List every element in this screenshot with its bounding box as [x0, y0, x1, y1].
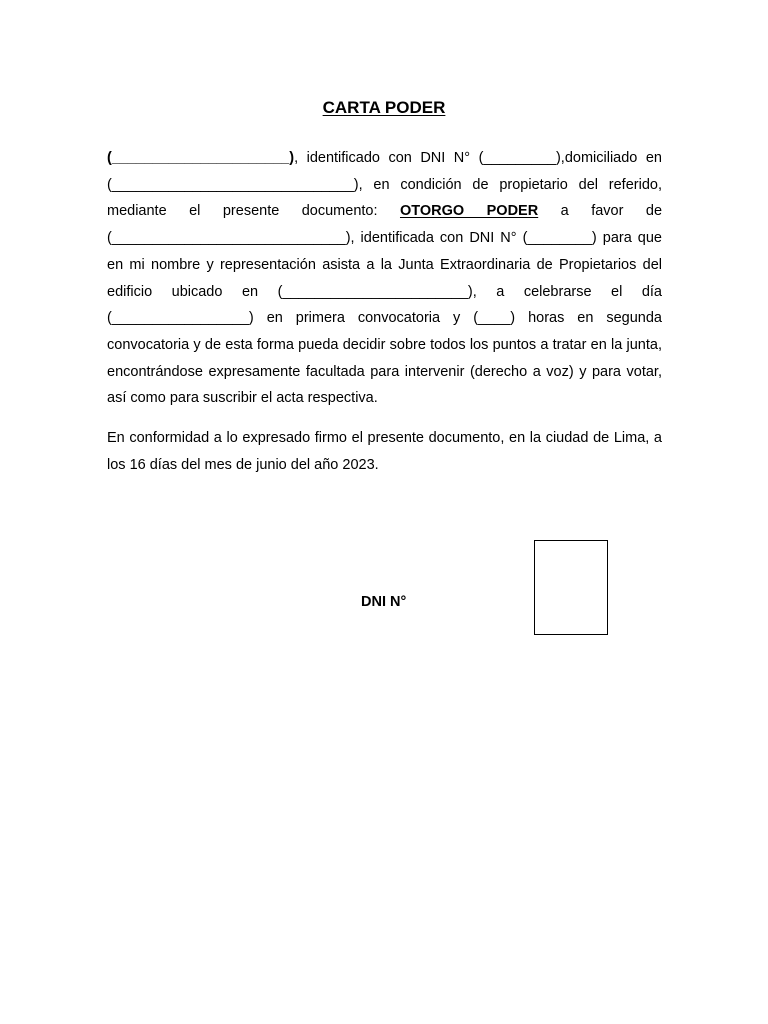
- paragraph1-text-part1: , identificado con DNI N° (_________),domiciliado en (______________________________), en condición de propietario del referido, mediante el presente documento:: [107, 150, 662, 220]
- document-title: CARTA PODER: [322, 98, 446, 117]
- conformity-paragraph: En conformidad a lo expresado firmo el presente documento, en la ciudad de Lima, a los 16 días del mes de junio del año 2023.: [107, 430, 662, 473]
- power-of-attorney-paragraph: [107, 145, 662, 412]
- fingerprint-box: [534, 540, 608, 635]
- signature-dni-label: DNI N°: [361, 594, 407, 610]
- grantor-name-blank: (______________________): [107, 150, 295, 166]
- paragraph1-text-part2: a favor de (_____________________________), identificada con DNI N° (________) para que en mi nombre y representación asista a la Junta Extraordinaria de Propietarios del edificio ubicado en (_______________________), a celebrarse el día (_________________) en primera convocatoria y (____) horas en segunda convocatoria y de esta forma pueda decidir sobre todos los puntos a tratar en la junta, encontrándose expresamente facultada para intervenir (derecho a voz) y para votar, así como para suscribir el acta respectiva.: [107, 203, 663, 407]
- otorgo-poder-phrase: OTORGO PODER: [399, 203, 539, 220]
